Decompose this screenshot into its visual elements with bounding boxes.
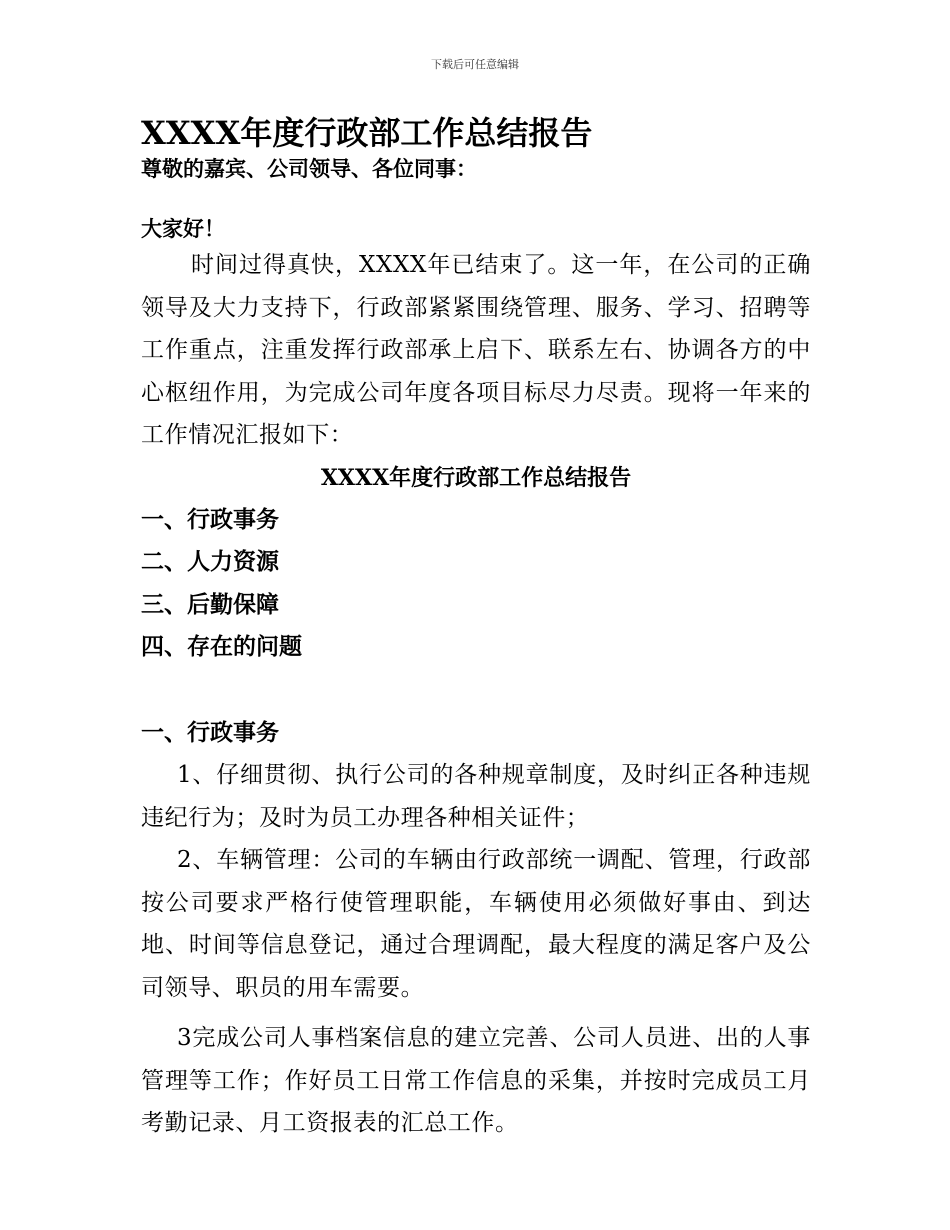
- outline-list: [141, 499, 811, 669]
- section-heading: 一、行政事务: [141, 718, 279, 746]
- salutation: 尊敬的嘉宾、公司领导、各位同事：: [141, 156, 477, 181]
- document-body: [141, 112, 811, 1145]
- outline-item: 四、存在的问题: [141, 633, 302, 660]
- header-note: 下载后可任意编辑: [431, 58, 519, 71]
- section-item: 3完成公司人事档案信息的建立完善、公司人员进、出的人事管理等工作；作好员工日常工作信息的采集，并按时完成员工月考勤记录、月工资报表的汇总工作。: [141, 1025, 811, 1136]
- document-title: XXXX年度行政部工作总结报告: [141, 114, 593, 152]
- intro-paragraph: 时间过得真快，XXXX年已结束了。这一年，在公司的正确领导及大力支持下，行政部紧紧围绕管理、服务、学习、招聘等工作重点，注重发挥行政部承上启下、联系左右、协调各方的中心枢纽作用，为完成公司年度各项目标尽力尽责。现将一年来的工作情况汇报如下：: [141, 252, 811, 448]
- section-item: 1、仔细贯彻、执行公司的各种规章制度，及时纠正各种违规违纪行为；及时为员工办理各种相关证件；: [141, 762, 811, 831]
- section-item: 2、车辆管理：公司的车辆由行政部统一调配、管理，行政部按公司要求严格行使管理职能，车辆使用必须做好事由、到达地、时间等信息登记，通过合理调配，最大程度的满足客户及公司领导、职员的用车需要。: [141, 847, 811, 1001]
- outline-item: 三、后勤保障: [141, 590, 279, 618]
- report-subtitle: XXXX年度行政部工作总结报告: [320, 464, 632, 491]
- outline-item: 二、人力资源: [141, 548, 279, 575]
- greeting: 大家好！: [141, 216, 225, 241]
- outline-item: 一、行政事务: [141, 505, 279, 533]
